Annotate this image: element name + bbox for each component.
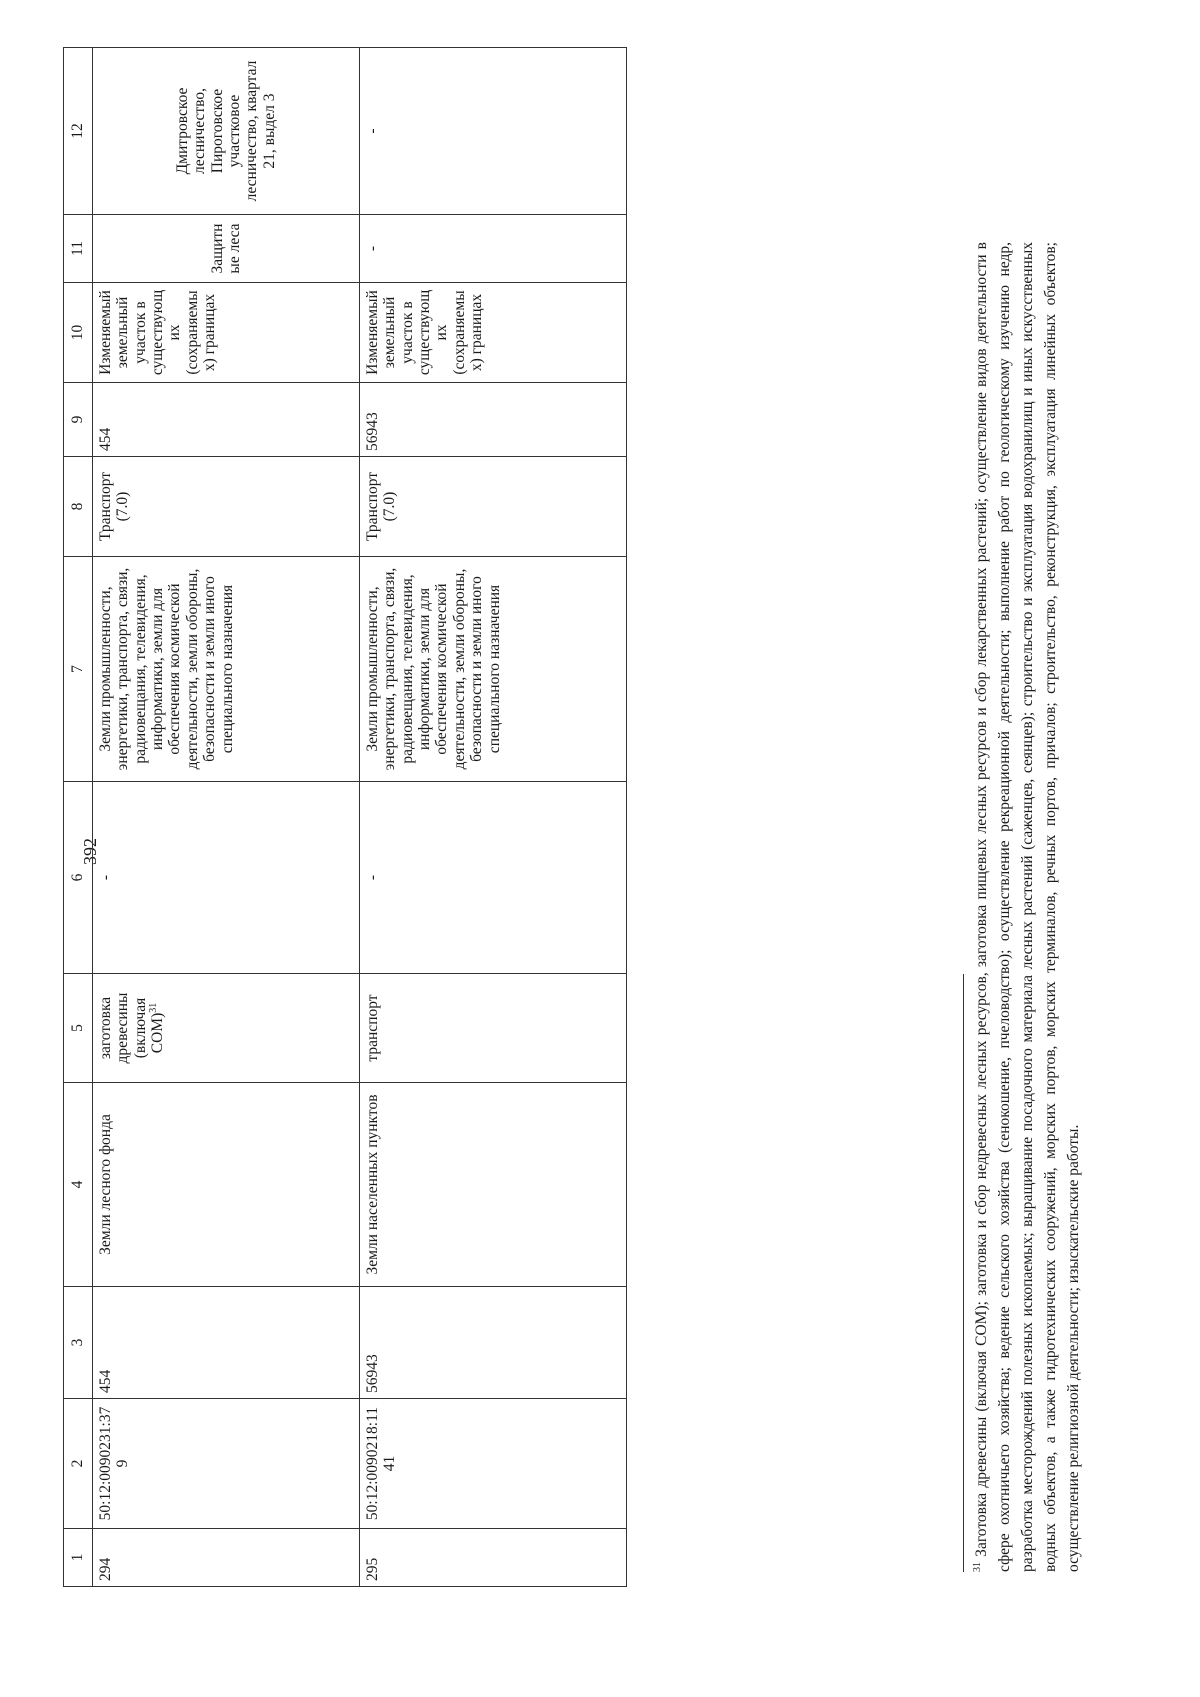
footnote-text: Заготовка древесины (включая СОМ); заготовка и сбор недревесных лесных ресурсов, заготовка пищевых лесных ресурсов и сбор лекарственных растений; осуществление видов деятельности в сфере охотничьего хозяйства; ведение сельского хозяйства (сенокошение, пчеловодство); осуществление рекреационной деятельности; выполнение работ по геологическому изучению недр, разработка месторождений полезных ископаемых; выращивание посадочного материала лесных растений (саженцев, сеянцев); строительство и эксплуатация водохранилищ и иных искусственных водных объектов, а также гидротехнических сооружений, морских портов, морских терминалов, речных портов, причалов; строительство, реконструкция, эксплуатация линейных объектов; осуществление религиозной деятельности; изыскательские работы.: [973, 242, 1082, 1572]
new-land-category: Земли промышленности, энергетики, транспорта, связи, радиовещания, телевидения, информатики, земли для обеспечения космической деятельности, земли обороны, безопасности и земли иного специального назначения: [93, 557, 360, 782]
forest-type: Защитные леса: [93, 215, 360, 283]
footnote: [970, 242, 1085, 1572]
new-plot-area: 56943: [360, 383, 627, 457]
land-category: Земли населенных пунктов: [360, 1083, 627, 1287]
permitted-use-code: Транспорт (7.0): [93, 457, 360, 557]
footnote-ref: 31: [147, 1002, 159, 1013]
land-category: Земли лесного фонда: [93, 1083, 360, 1287]
permitted-use-text: заготовка древесины (включая СОМ): [97, 992, 167, 1064]
column-number: 11: [64, 215, 93, 283]
page-number: 392: [80, 838, 100, 865]
column-number: 2: [64, 1399, 93, 1529]
column-number: 6: [64, 782, 93, 974]
column-number: 8: [64, 457, 93, 557]
plot-status: Изменяемый земельный участок в существующих (сохраняемых) границах: [93, 283, 360, 383]
column-number: 10: [64, 283, 93, 383]
footnote-marker: 31: [971, 1562, 983, 1572]
column-6-value: -: [93, 782, 360, 974]
cadastral-number: 50:12:0090218:1141: [360, 1399, 627, 1529]
column-number: 12: [64, 48, 93, 215]
new-land-category: Земли промышленности, энергетики, транспорта, связи, радиовещания, телевидения, информатики, земли для обеспечения космической деятельности, земли обороны, безопасности и земли иного специального назначения: [360, 557, 627, 782]
column-12-value: -: [360, 48, 627, 215]
permitted-use: [93, 974, 360, 1083]
table-row: [360, 48, 627, 1587]
row-number: 294: [93, 1529, 360, 1587]
column-6-value: -: [360, 782, 627, 974]
column-number: 5: [64, 974, 93, 1083]
plot-status: Изменяемый земельный участок в существующих (сохраняемых) границах: [360, 283, 627, 383]
permitted-use: транспорт: [360, 974, 627, 1083]
row-number: 295: [360, 1529, 627, 1587]
plot-area: 56943: [360, 1287, 627, 1399]
column-number: 3: [64, 1287, 93, 1399]
permitted-use-code: Транспорт (7.0): [360, 457, 627, 557]
column-number: 9: [64, 383, 93, 457]
column-11-value: -: [360, 215, 627, 283]
column-number: 1: [64, 1529, 93, 1587]
footnote-divider: [963, 974, 964, 1572]
plot-area: 454: [93, 1287, 360, 1399]
cadastral-number: 50:12:0090231:379: [93, 1399, 360, 1529]
land-plots-table: [63, 47, 627, 1587]
new-plot-area: 454: [93, 383, 360, 457]
column-number-row: [64, 48, 93, 1587]
table-row: [93, 48, 360, 1587]
column-number: 7: [64, 557, 93, 782]
forestry-location: Дмитровское лесничество, Пироговское участковое лесничество, квартал 21, выдел 3: [93, 48, 360, 215]
column-number: 4: [64, 1083, 93, 1287]
